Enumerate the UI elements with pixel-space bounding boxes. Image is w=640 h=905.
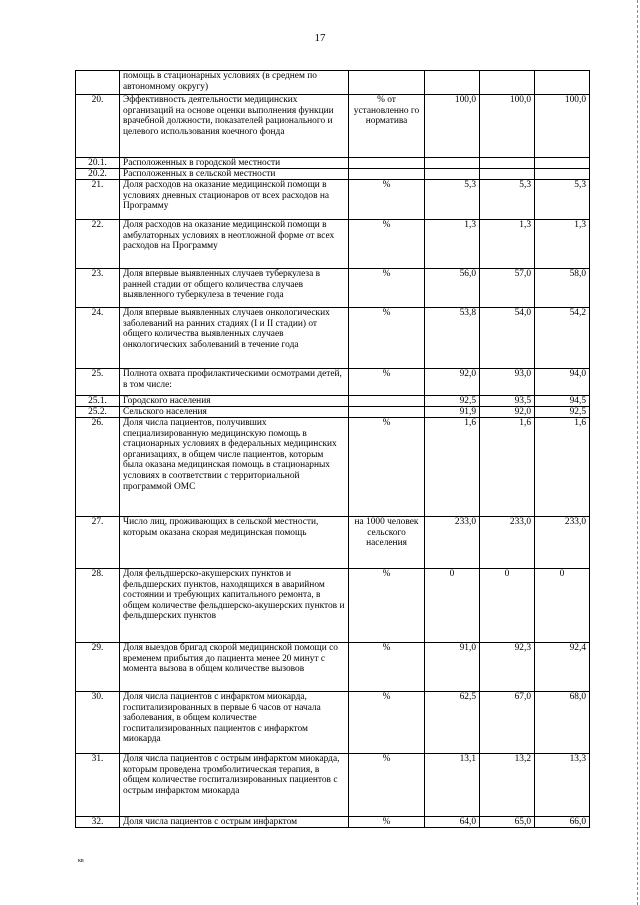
table-row [76,817,590,828]
table-row [76,569,590,643]
value-year3-cell [535,158,590,169]
value-year1-cell: 1,6 [425,418,480,517]
indicator-name-cell: Доля числа пациентов с инфарктом миокарда, госпитализированных в первые 6 часов от начала заболевания, в общем количестве госпитализированных пациентов с инфарктом миокарда [120,692,349,754]
value-year2-cell [480,71,535,95]
value-year2-cell: 233,0 [480,517,535,569]
row-number-cell: 25. [76,369,120,396]
unit-cell [349,158,425,169]
value-year3-cell: 92,5 [535,407,590,418]
indicator-name-cell: Доля расходов на оказание медицинской помощи в условиях дневных стационаров от всех расходов на Программу [120,180,349,220]
indicator-name-cell: Доля фельдшерско-акушерских пунктов и фельдшерских пунктов, находящихся в аварийном состоянии и требующих капитального ремонта, в общем количестве фельдшерско-акушерских пунктов и фельдшерских пунктов [120,569,349,643]
table-row [76,407,590,418]
table-row [76,71,590,95]
table-row [76,308,590,369]
unit-cell [349,71,425,95]
row-number-cell: 28. [76,569,120,643]
unit-cell: % [349,817,425,828]
value-year3-cell: 94,0 [535,369,590,396]
unit-cell: % [349,180,425,220]
value-year3-cell: 1,3 [535,220,590,269]
value-year1-cell: 62,5 [425,692,480,754]
table-row [76,158,590,169]
value-year2-cell: 100,0 [480,95,535,158]
value-year1-cell [425,169,480,180]
value-year2-cell: 13,2 [480,754,535,817]
indicator-name-cell: Число лиц, проживающих в сельской местности, которым оказана скорая медицинская помощь [120,517,349,569]
value-year2-cell: 54,0 [480,308,535,369]
row-number-cell [76,71,120,95]
row-number-cell: 26. [76,418,120,517]
row-number-cell: 32. [76,817,120,828]
row-number-cell: 29. [76,643,120,692]
table-row [76,169,590,180]
unit-cell [349,396,425,407]
value-year3-cell: 1,6 [535,418,590,517]
row-number-cell: 21. [76,180,120,220]
page-number: 17 [314,32,326,44]
value-year1-cell: 92,5 [425,396,480,407]
row-number-cell: 24. [76,308,120,369]
indicator-name-cell: Доля впервые выявленных случаев туберкулеза в ранней стадии от общего количества случаев выявленного туберкулеза в течение года [120,269,349,308]
indicators-table [75,70,590,828]
value-year3-cell: 100,0 [535,95,590,158]
value-year2-cell: 92,0 [480,407,535,418]
unit-cell: % [349,418,425,517]
value-year1-cell: 5,3 [425,180,480,220]
value-year1-cell: 91,9 [425,407,480,418]
table-row [76,180,590,220]
value-year3-cell: 0 [535,569,590,643]
value-year2-cell: 57,0 [480,269,535,308]
value-year2-cell: 93,0 [480,369,535,396]
indicator-name-cell: Городского населения [120,396,349,407]
row-number-cell: 20.2. [76,169,120,180]
unit-cell: % [349,220,425,269]
unit-cell: % [349,643,425,692]
value-year2-cell: 5,3 [480,180,535,220]
value-year1-cell: 0 [425,569,480,643]
unit-cell: % [349,569,425,643]
value-year1-cell [425,158,480,169]
value-year3-cell: 58,0 [535,269,590,308]
indicator-name-cell: Полнота охвата профилактическими осмотрами детей, в том числе: [120,369,349,396]
value-year3-cell: 5,3 [535,180,590,220]
table-row [76,643,590,692]
value-year3-cell: 94,5 [535,396,590,407]
unit-cell [349,407,425,418]
row-number-cell: 27. [76,517,120,569]
row-number-cell: 20.1. [76,158,120,169]
value-year1-cell: 1,3 [425,220,480,269]
value-year1-cell: 13,1 [425,754,480,817]
value-year1-cell: 56,0 [425,269,480,308]
unit-cell: % [349,269,425,308]
unit-cell: на 1000 человек сельского населения [349,517,425,569]
value-year2-cell: 1,3 [480,220,535,269]
table-row [76,396,590,407]
row-number-cell: 31. [76,754,120,817]
value-year3-cell: 54,2 [535,308,590,369]
unit-cell: % [349,369,425,396]
value-year3-cell: 92,4 [535,643,590,692]
value-year2-cell: 1,6 [480,418,535,517]
row-number-cell: 23. [76,269,120,308]
table-row [76,692,590,754]
value-year2-cell [480,158,535,169]
value-year1-cell: 64,0 [425,817,480,828]
value-year1-cell: 92,0 [425,369,480,396]
value-year2-cell: 93,5 [480,396,535,407]
row-number-cell: 25.1. [76,396,120,407]
unit-cell: % [349,308,425,369]
indicator-name-cell: помощь в стационарных условиях (в среднем по автономному округу) [120,71,349,95]
value-year2-cell: 65,0 [480,817,535,828]
footer-mark: кв [78,858,84,864]
indicator-name-cell: Сельского населения [120,407,349,418]
table-row [76,369,590,396]
value-year2-cell [480,169,535,180]
value-year2-cell: 0 [480,569,535,643]
value-year1-cell: 233,0 [425,517,480,569]
value-year2-cell: 92,3 [480,643,535,692]
indicator-name-cell: Эффективность деятельности медицинских организаций на основе оценки выполнения функции врачебной должности, показателей рационального и целевого использования коечного фонда [120,95,349,158]
row-number-cell: 22. [76,220,120,269]
scan-edge-line [636,0,638,905]
unit-cell: % [349,692,425,754]
indicator-name-cell: Доля числа пациентов с острым инфарктом миокарда, которым проведена тромболитическая терапия, в общем количестве госпитализированных пациентов с острым инфарктом миокарда [120,754,349,817]
value-year1-cell [425,71,480,95]
indicator-name-cell: Доля расходов на оказание медицинской помощи в амбулаторных условиях в неотложной форме от всех расходов на Программу [120,220,349,269]
table-row [76,754,590,817]
indicator-name-cell: Расположенных в сельской местности [120,169,349,180]
value-year2-cell: 67,0 [480,692,535,754]
value-year1-cell: 100,0 [425,95,480,158]
value-year3-cell: 68,0 [535,692,590,754]
table-row [76,220,590,269]
unit-cell: % [349,754,425,817]
table-body [76,71,590,828]
value-year3-cell: 233,0 [535,517,590,569]
unit-cell: % от установленно го норматива [349,95,425,158]
value-year3-cell: 13,3 [535,754,590,817]
row-number-cell: 25.2. [76,407,120,418]
indicator-name-cell: Доля выездов бригад скорой медицинской помощи со временем прибытия до пациента менее 20 минут с момента вызова в общем количестве вызовов [120,643,349,692]
value-year1-cell: 53,8 [425,308,480,369]
table-row [76,517,590,569]
value-year3-cell: 66,0 [535,817,590,828]
unit-cell [349,169,425,180]
table-row [76,418,590,517]
indicator-name-cell: Доля впервые выявленных случаев онкологических заболеваний на ранних стадиях (I и II стадии) от общего количества выявленных случаев онкологических заболеваний в течение года [120,308,349,369]
row-number-cell: 30. [76,692,120,754]
indicator-name-cell: Доля числа пациентов с острым инфарктом [120,817,349,828]
row-number-cell: 20. [76,95,120,158]
indicator-name-cell: Доля числа пациентов, получивших специализированную медицинскую помощь в стационарных условиях в федеральных медицинских организациях, в общем числе пациентов, которым была оказана медицинская помощь в стационарных условиях в соответствии с территориальной программой ОМС [120,418,349,517]
table-row [76,95,590,158]
table-row [76,269,590,308]
value-year3-cell [535,71,590,95]
value-year3-cell [535,169,590,180]
value-year1-cell: 91,0 [425,643,480,692]
indicator-name-cell: Расположенных в городской местности [120,158,349,169]
